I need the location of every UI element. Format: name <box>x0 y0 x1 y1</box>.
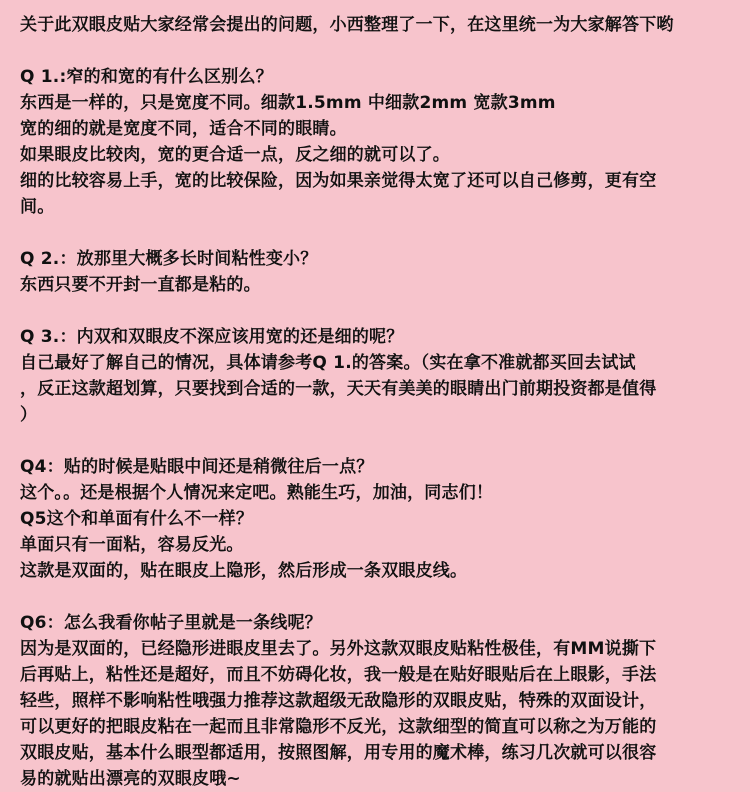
question-5: Q5这个和单面有什么不一样？ <box>20 509 254 529</box>
spacer <box>20 220 732 246</box>
answer-6-line-5: 双眼皮贴，基本什么眼型都适用，按照图解，用专用的魔术棒，练习几次就可以很容 <box>20 743 657 763</box>
answer-6-line-1: 因为是双面的，已经隐形进眼皮里去了。另外这款双眼皮贴粘性极佳，有MM说撕下 <box>20 639 657 659</box>
answer-6-line-6: 易的就贴出漂亮的双眼皮哦~ <box>20 769 241 789</box>
question-1: Q 1.:窄的和宽的有什么区别么？ <box>20 67 273 87</box>
answer-4-line-1: 这个。。还是根据个人情况来定吧。熟能生巧，加油，同志们！ <box>20 483 494 503</box>
answer-6-line-3: 轻些，照样不影响粘性哦强力推荐这款超级无敌隐形的双眼皮贴，特殊的双面设计， <box>20 691 657 711</box>
answer-1-line-5: 间。 <box>20 197 55 217</box>
answer-5-line-1: 单面只有一面粘，容易反光。 <box>20 535 244 555</box>
intro-text: 关于此双眼皮贴大家经常会提出的问题，小西整理了一下，在这里统一为大家解答下哟 <box>20 15 674 35</box>
answer-1-line-1: 东西是一样的，只是宽度不同。细款1.5mm 中细款2mm 宽款3mm <box>20 93 556 113</box>
answer-1-line-3: 如果眼皮比较肉，宽的更合适一点，反之细的就可以了。 <box>20 145 450 165</box>
answer-6-line-2: 后再贴上，粘性还是超好，而且不妨碍化妆，我一般是在贴好眼贴后在上眼影，手法 <box>20 665 657 685</box>
answer-2-line-1: 东西只要不开封一直都是粘的。 <box>20 275 261 295</box>
answer-5-line-2: 这款是双面的，贴在眼皮上隐形，然后形成一条双眼皮线。 <box>20 561 468 581</box>
answer-3-line-3: ） <box>20 405 38 425</box>
question-2: Q 2.：放那里大概多长时间粘性变小？ <box>20 249 318 269</box>
answer-1-line-2: 宽的细的就是宽度不同，适合不同的眼睛。 <box>20 119 347 139</box>
spacer <box>20 38 732 64</box>
question-3: Q 3.：内双和双眼皮不深应该用宽的还是细的呢？ <box>20 327 404 347</box>
spacer <box>20 298 732 324</box>
answer-6-line-4: 可以更好的把眼皮粘在一起而且非常隐形不反光，这款细型的简直可以称之为万能的 <box>20 717 657 737</box>
spacer <box>20 584 732 610</box>
question-4: Q4：贴的时候是贴眼中间还是稍微往后一点？ <box>20 457 374 477</box>
spacer <box>20 428 732 454</box>
answer-3-line-1: 自己最好了解自己的情况，具体请参考Q 1.的答案。（实在拿不准就都买回去试试 <box>20 353 636 373</box>
answer-1-line-4: 细的比较容易上手，宽的比较保险，因为如果亲觉得太宽了还可以自己修剪，更有空 <box>20 171 657 191</box>
question-6: Q6：怎么我看你帖子里就是一条线呢？ <box>20 613 322 633</box>
answer-3-line-2: ，反正这款超划算，只要找到合适的一款，天天有美美的眼睛出门前期投资都是值得 <box>20 379 657 399</box>
